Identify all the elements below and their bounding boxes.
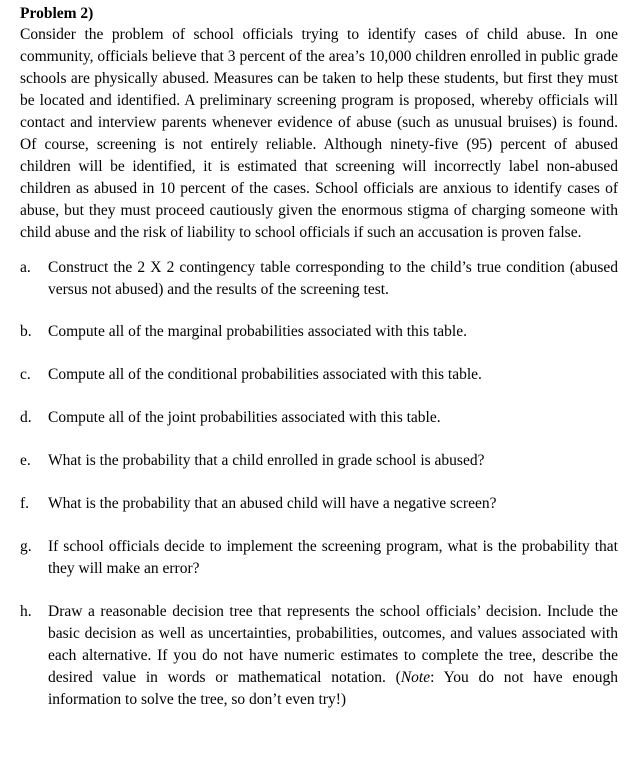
question-letter: c. [20,366,31,383]
problem-intro: Consider the problem of school officials trying to identify cases of child abuse. In one community, officials believe that 3 percent of the area’s 10,000 children enrolled in public grade schools are physically abused. Measures can be taken to help these students, but first they must be located and identified. A preliminary screening program is proposed, whereby officials will contact and interview parents whenever evidence of abuse (such as unusual bruises) is found. Of course, screening is not entirely reliable. Although ninety-five (95) percent of abused children will be identified, it is estimated that screening will incorrectly label non-abused children as abused in 10 percent of the cases. School officials are anxious to identify cases of abuse, but they must proceed cautiously given the enormous stigma of charging someone with child abuse and the risk of liability to school officials if such an accusation is proven false. [20,26,618,241]
note-label: Note [400,669,431,686]
question-text: Compute all of the conditional probabilities associated with this table. [48,366,482,383]
question-text: If school officials decide to implement the screening program, what is the probability that they will make an error? [48,538,618,577]
question-letter: f. [20,495,30,512]
question-d [20,407,618,429]
question-c [20,364,618,386]
question-letter: b. [20,323,32,340]
question-a [20,257,618,301]
question-text: Draw a reasonable decision tree that represents the school officials’ decision. Include the basic decision as well as uncertainties, probabilities, outcomes, and values associated with each alternative. If you do not have numeric estimates to complete the tree, describe the desired value in words or mathematical notation. [48,603,618,686]
question-letter: g. [20,538,32,555]
question-text-block: Draw a reasonable decision tree that represents the school officials’ decision. Include the basic decision as well as uncertainties, probabilities, outcomes, and values associated with each alternative. If you do not have numeric estimates to complete the tree, describe the desired value in words or mathematical notation. (Note: You do not have enough information to solve the tree, so don’t even try!) [48,603,618,708]
question-h [20,601,618,711]
question-text: Compute all of the joint probabilities associated with this table. [48,409,441,426]
question-text: Compute all of the marginal probabilities associated with this table. [48,323,467,340]
question-e [20,450,618,472]
question-letter: a. [20,259,31,276]
note-text: : You do not have enough information to solve the tree, so don’t even try!) [48,669,618,708]
question-list [20,257,618,711]
question-letter: e. [20,452,31,469]
question-text: What is the probability that an abused child will have a negative screen? [48,495,497,512]
question-text: Construct the 2 X 2 contingency table corresponding to the child’s true condition (abused versus not abused) and the results of the screening test. [48,259,618,298]
question-f [20,493,618,515]
question-b [20,321,618,343]
question-letter: h. [20,603,32,620]
question-text: What is the probability that a child enrolled in grade school is abused? [48,452,485,469]
question-letter: d. [20,409,32,426]
question-g [20,536,618,580]
problem-title: Problem 2) [20,5,94,22]
